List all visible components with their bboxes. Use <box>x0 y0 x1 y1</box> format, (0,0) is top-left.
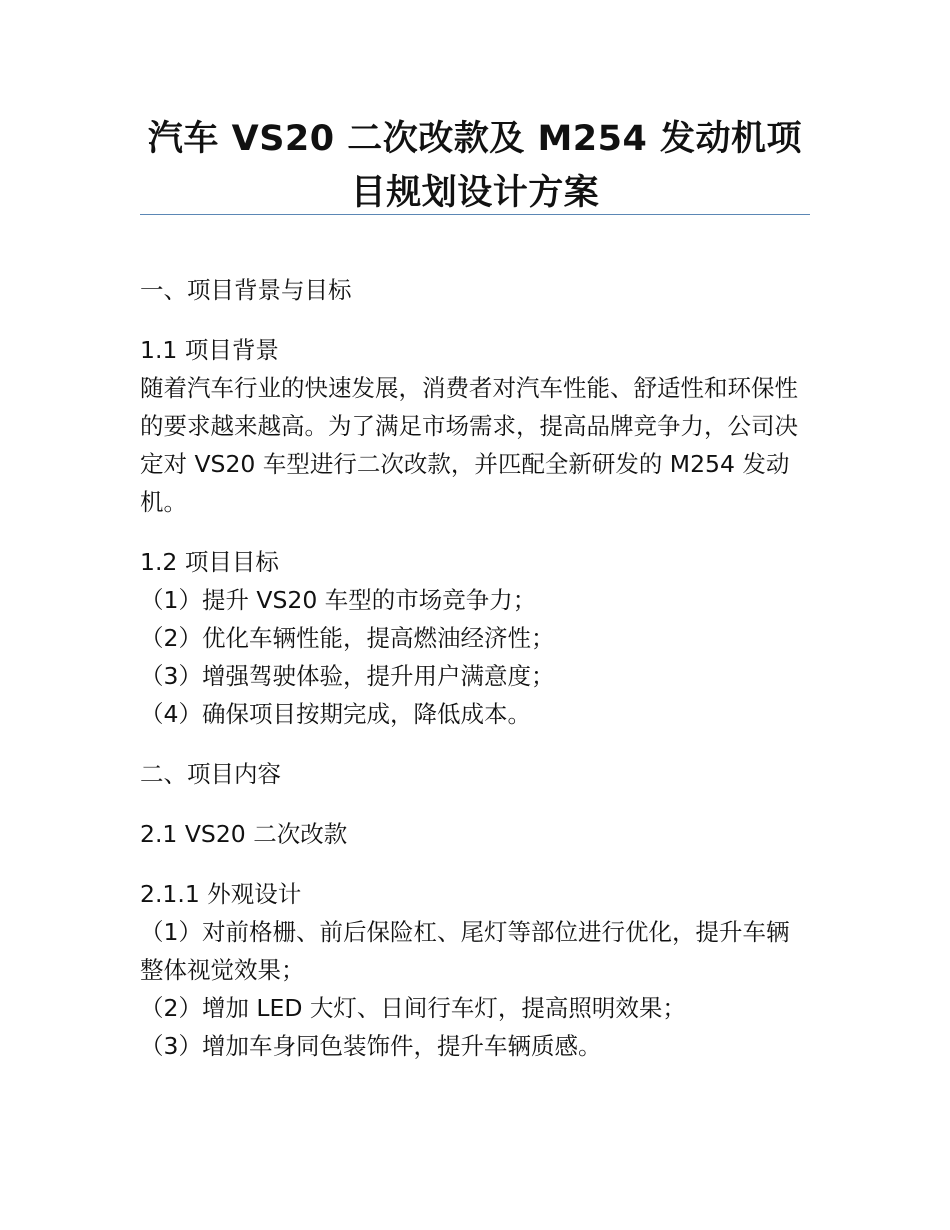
document-title <box>140 112 810 220</box>
subsection-heading-1-1: 1.1 项目背景 <box>140 336 279 364</box>
subsection-1-1 <box>140 331 810 521</box>
title-line-1: 汽车 VS20 二次改款及 M254 发动机项 <box>147 119 803 159</box>
list-item: （2）增加 LED 大灯、日间行车灯，提高照明效果； <box>140 994 686 1022</box>
title-divider <box>140 214 810 215</box>
section-heading-2: 二、项目内容 <box>140 760 281 788</box>
list-item: （1）对前格栅、前后保险杠、尾灯等部位进行优化，提升车辆整体视觉效果； <box>140 918 790 984</box>
list-item: （2）优化车辆性能，提高燃油经济性； <box>140 624 555 652</box>
list-item: （4）确保项目按期完成，降低成本。 <box>140 700 531 728</box>
subsection-1-2 <box>140 543 810 733</box>
paragraph-background: 随着汽车行业的快速发展，消费者对汽车性能、舒适性和环保性的要求越来越高。为了满足市场需求，提高品牌竞争力，公司决定对 VS20 车型进行二次改款，并匹配全新研发的 M254 发动机。 <box>140 374 798 516</box>
list-item: （3）增加车身同色装饰件，提升车辆质感。 <box>140 1032 602 1060</box>
subsection-heading-1-2: 1.2 项目目标 <box>140 548 279 576</box>
document-body <box>140 271 810 1065</box>
subsection-2-1-1 <box>140 875 810 1065</box>
subsection-heading-2-1: 2.1 VS20 二次改款 <box>140 820 348 848</box>
section-heading-1: 一、项目背景与目标 <box>140 276 352 304</box>
list-item: （1）提升 VS20 车型的市场竞争力； <box>140 586 537 614</box>
subsection-heading-2-1-1: 2.1.1 外观设计 <box>140 880 302 908</box>
title-line-2: 目规划设计方案 <box>350 173 600 213</box>
list-item: （3）增强驾驶体验，提升用户满意度； <box>140 662 555 690</box>
